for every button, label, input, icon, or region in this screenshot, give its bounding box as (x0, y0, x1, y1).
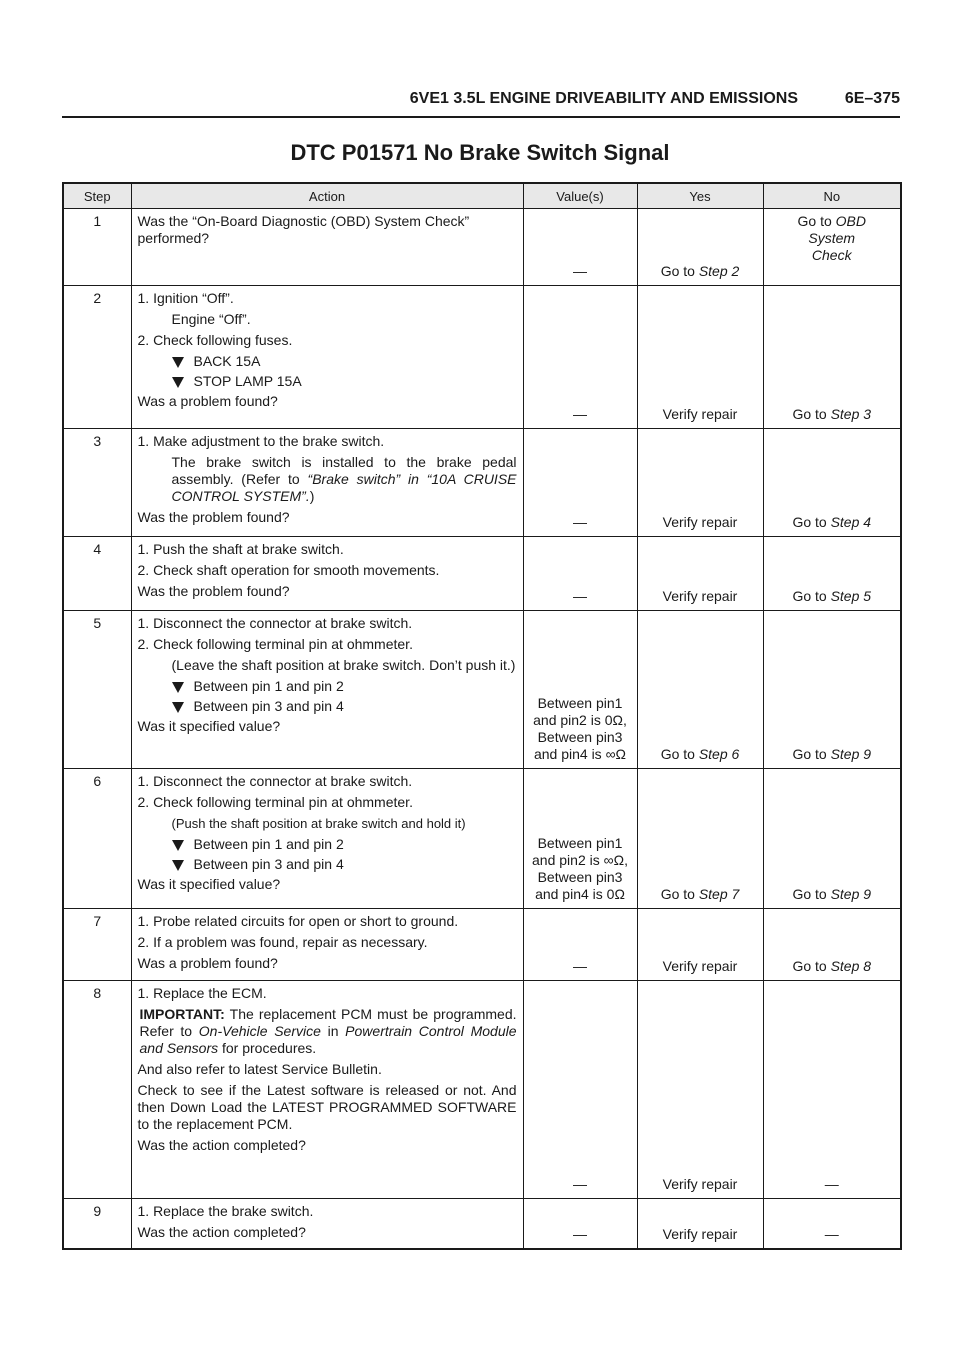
action-cell: 1. Disconnect the connector at brake switch. 2. Check following terminal pin at ohmmeter. (Leave the shaft position at brake switch. Don’t push it.) Between pin 1 and pin 2 Between pin 3 and pin 4 Was it specified value? (131, 611, 523, 769)
page-header (62, 88, 900, 118)
no-cell: Go to Step 9 (763, 611, 901, 769)
down-triangle-icon: Between pin 1 and pin 2 (138, 836, 517, 853)
step-link[interactable]: Step 4 (830, 514, 872, 530)
diagnostic-table (62, 182, 902, 1250)
down-triangle-icon: BACK 15A (138, 353, 517, 370)
yes-cell: Go to Step 6 (637, 611, 763, 769)
down-triangle-icon: Between pin 1 and pin 2 (138, 678, 517, 695)
action-cell: 1. Replace the brake switch. Was the action completed? (131, 1199, 523, 1249)
step-number: 6 (63, 769, 131, 909)
step-number: 8 (63, 981, 131, 1199)
step-number: 7 (63, 909, 131, 981)
obd-link[interactable]: OBD (835, 213, 866, 229)
table-row (63, 769, 901, 909)
step-link[interactable]: Step 2 (698, 263, 740, 279)
action-cell: 1. Push the shaft at brake switch. 2. Check shaft operation for smooth movements. Was the problem found? (131, 537, 523, 611)
action-cell: 1. Disconnect the connector at brake switch. 2. Check following terminal pin at ohmmeter. (Push the shaft position at brake switch and hold it) Between pin 1 and pin 2 Between pin 3 and pin 4 Was it specified value? (131, 769, 523, 909)
question: Was the “On-Board Diagnostic (OBD) System Check” performed? (137, 213, 470, 246)
no-cell: Go to Step 9 (763, 769, 901, 909)
step-link[interactable]: Step 9 (830, 746, 872, 762)
action-cell (131, 209, 523, 286)
no-cell: Go to OBD System Check (763, 209, 901, 286)
down-triangle-icon: Between pin 3 and pin 4 (138, 856, 517, 873)
no-cell: Go to Step 8 (763, 909, 901, 981)
no-cell: Go to Step 4 (763, 429, 901, 537)
col-action-header: Action (131, 183, 523, 209)
table-header-row (63, 183, 901, 209)
yes-cell: Go to Step 2 (637, 209, 763, 286)
col-step-header: Step (63, 183, 131, 209)
action-cell: 1. Make adjustment to the brake switch. The brake switch is installed to the brake pedal assembly. (Refer to “Brake switch” in “10A CRUISE CONTROL SYSTEM”.) Was the problem found? (131, 429, 523, 537)
on-vehicle-service-ref[interactable]: On-Vehicle Service (198, 1023, 321, 1039)
value-cell: — (523, 209, 637, 286)
table-row (63, 1199, 901, 1249)
yes-cell: Verify repair (637, 1199, 763, 1249)
yes-cell: Verify repair (637, 909, 763, 981)
important-label: IMPORTANT: (139, 1006, 225, 1022)
yes-cell: Verify repair (637, 429, 763, 537)
col-no-header: No (763, 183, 901, 209)
no-cell: — (763, 1199, 901, 1249)
col-yes-header: Yes (637, 183, 763, 209)
table-row (63, 537, 901, 611)
table-row (63, 611, 901, 769)
yes-cell: Verify repair (637, 981, 763, 1199)
document-title: DTC P01571 No Brake Switch Signal (290, 140, 670, 165)
value-cell: — (523, 429, 637, 537)
no-cell: — (763, 981, 901, 1199)
action-cell: 1. Ignition “Off”. Engine “Off”. 2. Check following fuses. BACK 15A STOP LAMP 15A Was a problem found? (131, 286, 523, 429)
value-cell: — (523, 286, 637, 429)
step-link[interactable]: Step 8 (830, 958, 872, 974)
value-cell: — (523, 1199, 637, 1249)
yes-cell: Verify repair (637, 537, 763, 611)
table-row (63, 209, 901, 286)
table-row (63, 909, 901, 981)
section-title: 6VE1 3.5L ENGINE DRIVEABILITY AND EMISSIONS (409, 90, 798, 107)
step-link[interactable]: Step 7 (698, 886, 740, 902)
yes-cell: Verify repair (637, 286, 763, 429)
value-cell: Between pin1 and pin2 is ∞Ω, Between pin3 and pin4 is 0Ω (523, 769, 637, 909)
step-number: 5 (63, 611, 131, 769)
step-link[interactable]: Step 9 (830, 886, 872, 902)
no-cell: Go to Step 3 (763, 286, 901, 429)
step-number: 3 (63, 429, 131, 537)
value-cell: — (523, 981, 637, 1199)
step-number: 4 (63, 537, 131, 611)
page-number: 6E–375 (844, 90, 900, 107)
action-cell: 1. Probe related circuits for open or short to ground. 2. If a problem was found, repair as necessary. Was a problem found? (131, 909, 523, 981)
step-number: 2 (63, 286, 131, 429)
value-cell: — (523, 537, 637, 611)
step-number: 9 (63, 1199, 131, 1249)
pcm-sensors-ref[interactable]: Powertrain Control Module and Sensors (139, 1023, 517, 1056)
step-link[interactable]: Step 6 (698, 746, 740, 762)
col-value-header: Value(s) (523, 183, 637, 209)
yes-cell: Go to Step 7 (637, 769, 763, 909)
down-triangle-icon: STOP LAMP 15A (138, 373, 517, 390)
step-link[interactable]: Step 3 (830, 406, 872, 422)
cruise-control-ref[interactable]: “Brake switch” in “10A CRUISE CONTROL SYSTEM”. (171, 471, 517, 504)
value-cell: Between pin1 and pin2 is 0Ω, Between pin3 and pin4 is ∞Ω (523, 611, 637, 769)
value-cell: — (523, 909, 637, 981)
table-row (63, 429, 901, 537)
step-number: 1 (63, 209, 131, 286)
table-row (63, 286, 901, 429)
no-cell: Go to Step 5 (763, 537, 901, 611)
step-link[interactable]: Step 5 (830, 588, 872, 604)
table-row (63, 981, 901, 1199)
action-cell: 1. Replace the ECM. IMPORTANT: The replacement PCM must be programmed. Refer to On-Vehicle Service in Powertrain Control Module and Sensors for procedures. And also refer to latest Service Bulletin. Check to see if the Latest software is released or not. And then Down Load the LATEST PROGRAMMED SOFTWARE to the replacement PCM. Was the action completed? (131, 981, 523, 1199)
down-triangle-icon: Between pin 3 and pin 4 (138, 698, 517, 715)
